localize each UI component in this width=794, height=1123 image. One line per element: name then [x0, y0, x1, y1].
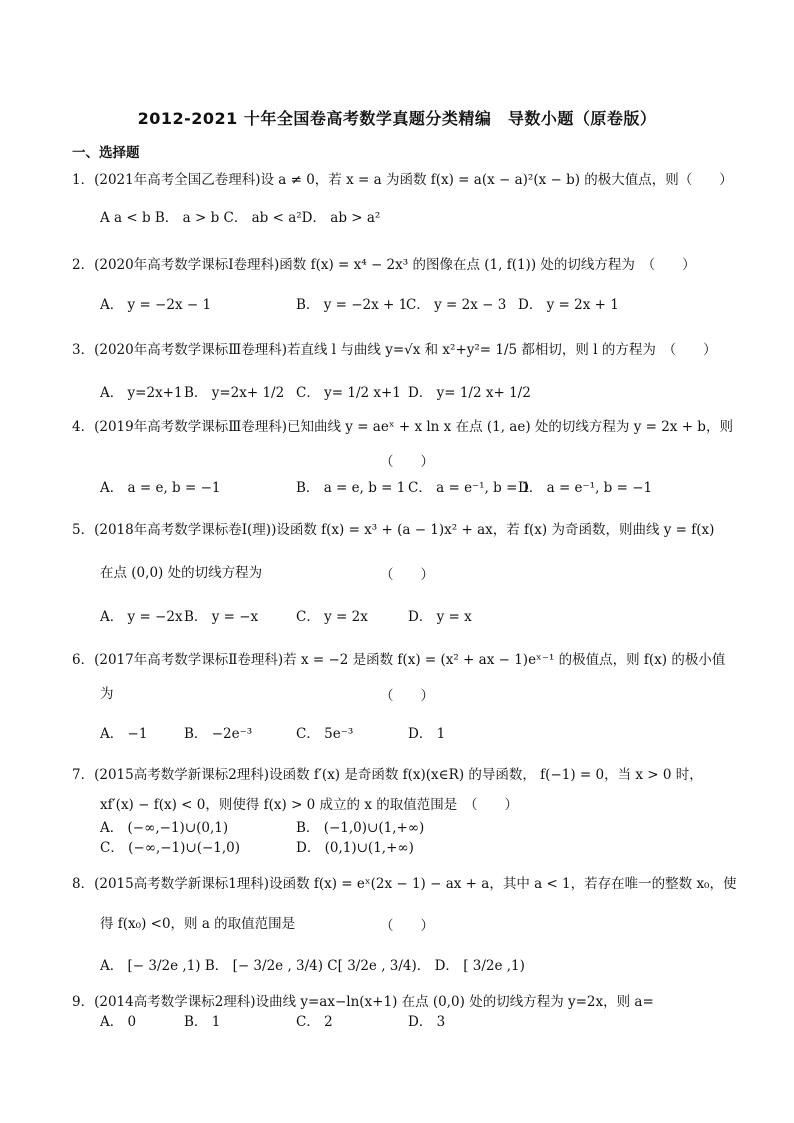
question-3-option-b: B． y=2x+ 1/2: [184, 385, 285, 401]
question-5-continuation: 在点 (0,0) 处的切线方程为: [100, 565, 263, 581]
question-5-option-b: B． y = −x: [184, 609, 259, 625]
question-3-option-a: A． y=2x+1: [100, 385, 183, 401]
question-7-stem: 7．(2015高考数学新课标2理科)设函数 f′(x) 是奇函数 f(x)(x∈R) 的导函数， f(−1) = 0，当 x > 0 时，: [72, 767, 703, 783]
question-4-option-c: C． a = e⁻¹, b = 1: [408, 480, 531, 496]
question-5-option-c: C． y = 2x: [296, 609, 368, 625]
question-9-option-b: B． 1: [184, 1014, 221, 1030]
question-8-options: A． [− 3/2e ,1) B． [− 3/2e , 3/4) C[ 3/2e , 3/4)． D． [ 3/2e ,1): [100, 958, 525, 974]
question-8-continuation: 得 f(x₀) <0，则 a 的取值范围是: [100, 916, 296, 932]
document-title: 2012-2021 十年全国卷高考数学真题分类精编 导数小题（原卷版）: [137, 109, 657, 128]
question-6-option-d: D． 1: [408, 726, 446, 742]
question-9-option-d: D． 3: [408, 1014, 446, 1030]
question-2-option-c: C． y = 2x − 3: [406, 297, 507, 313]
question-9-option-c: C． 2: [296, 1014, 333, 1030]
question-6-continuation: 为: [100, 686, 114, 702]
question-2-stem: 2．(2020年高考数学课标Ⅰ卷理科)函数 f(x) = x⁴ − 2x³ 的图像在点 (1, f(1)) 处的切线方程为 （ ）: [72, 257, 696, 273]
question-6-option-c: C． 5e⁻³: [296, 726, 354, 742]
question-9-stem: 9．(2014高考数学课标2理科)设曲线 y=ax−ln(x+1) 在点 (0,0) 处的切线方程为 y=2x，则 a=: [72, 994, 654, 1010]
question-4-option-a: A． a = e, b = −1: [100, 480, 221, 496]
question-1-options: A a < b B． a > b C． ab < a²D． ab > a²: [100, 210, 381, 226]
question-2-option-b: B． y = −2x + 1: [296, 297, 408, 313]
question-7-option-b: B． (−1,0)∪(1,+∞): [296, 820, 425, 836]
question-5-stem: 5．(2018年高考数学课标卷Ⅰ(理))设函数 f(x) = x³ + (a − 1)x² + ax，若 f(x) 为奇函数，则曲线 y = f(x): [72, 522, 715, 538]
question-9-option-a: A． 0: [100, 1014, 137, 1030]
question-2-option-d: D． y = 2x + 1: [518, 297, 619, 313]
question-5-answer-blank: （ ）: [380, 567, 434, 583]
question-5-option-a: A． y = −2x: [100, 609, 183, 625]
question-7-continuation: xf′(x) − f(x) < 0，则使得 f(x) > 0 成立的 x 的取值范围是 （ ）: [100, 797, 518, 813]
question-8-answer-blank: （ ）: [380, 918, 434, 934]
section-heading: 一、选择题: [72, 145, 140, 161]
question-7-option-a: A． (−∞,−1)∪(0,1): [100, 820, 229, 836]
question-4-answer-blank: （ ）: [380, 454, 434, 470]
question-4-option-b: B． a = e, b = 1: [296, 480, 406, 496]
question-3-stem: 3．(2020年高考数学课标Ⅲ卷理科)若直线 l 与曲线 y=√x 和 x²+y²= 1/5 都相切，则 l 的方程为 （ ）: [72, 342, 717, 358]
question-2-option-a: A． y = −2x − 1: [100, 297, 212, 313]
question-7-option-d: D． (0,1)∪(1,+∞): [296, 840, 414, 856]
question-6-answer-blank: （ ）: [380, 688, 434, 704]
question-6-option-a: A． −1: [100, 726, 148, 742]
question-6-option-b: B． −2e⁻³: [184, 726, 253, 742]
question-3-option-c: C． y= 1/2 x+1: [296, 385, 401, 401]
question-4-stem: 4．(2019年高考数学课标Ⅲ卷理科)已知曲线 y = aeˣ + x ln x 在点 (1, ae) 处的切线方程为 y = 2x + b，则: [72, 419, 733, 435]
question-8-stem: 8．(2015高考数学新课标1理科)设函数 f(x) = eˣ(2x − 1) − ax + a，其中 a < 1，若存在唯一的整数 x₀，使: [72, 876, 737, 892]
question-1-stem: 1．(2021年高考全国乙卷理科)设 a ≠ 0，若 x = a 为函数 f(x) = a(x − a)²(x − b) 的极大值点，则（ ）: [72, 172, 733, 188]
question-3-option-d: D． y= 1/2 x+ 1/2: [408, 385, 531, 401]
question-4-option-d: D． a = e⁻¹, b = −1: [518, 480, 653, 496]
question-7-option-c: C． (−∞,−1)∪(−1,0): [100, 840, 241, 856]
question-5-option-d: D． y = x: [408, 609, 472, 625]
question-6-stem: 6．(2017年高考数学课标Ⅱ卷理科)若 x = −2 是函数 f(x) = (x² + ax − 1)eˣ⁻¹ 的极值点，则 f(x) 的极小值: [72, 652, 726, 668]
